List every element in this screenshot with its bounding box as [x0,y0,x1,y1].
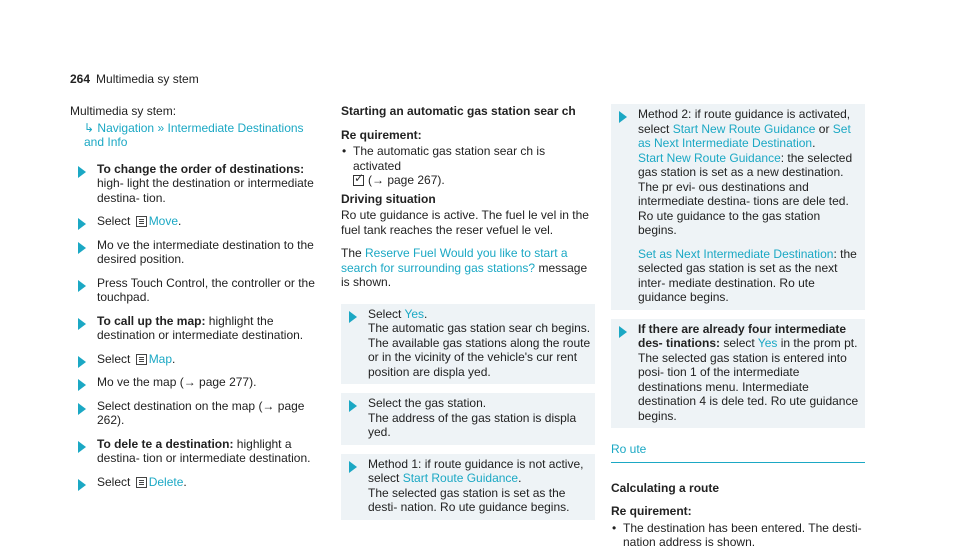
step-text: Method 2: if route guidance is activated, select [638,107,851,136]
step-select-on-map [70,399,322,428]
reserve-fuel-message: Reserve Fuel Would you like to start a search for surrounding gas stations? [341,246,568,275]
step-method-2 [611,104,865,310]
step-select-gas-station [341,393,595,445]
page-number: 264 [70,72,91,86]
step-select-map [70,352,322,367]
punctuation: . [812,136,816,150]
menu-path-intro: Multimedia sy stem: [70,104,177,118]
delete-link[interactable]: Delete [148,474,184,489]
menu-icon [136,216,147,227]
menu-icon [136,354,147,365]
driving-situation-text: Ro ute guidance is active. The fuel le vel in the fuel tank reaches the reser vefuel le vel. [341,208,589,237]
checkbox-icon [353,175,364,186]
step-text: Select [97,351,134,366]
yes-link[interactable]: Yes [757,336,778,350]
step-select-yes [341,304,595,385]
page-reference: (→ page 267). [368,173,445,187]
step-arrow-icon [78,242,86,254]
step-arrow-icon [78,379,86,391]
path-arrow-icon: ↳ [84,120,95,135]
step-arrow-icon [349,311,357,323]
step-text: highlight the destination or intermediate destination. [97,313,304,342]
driving-situation-label: Driving situation [341,191,436,206]
nav-link[interactable]: Navigation [97,120,155,135]
paragraph-text: The [341,246,366,260]
section-heading: Starting an automatic gas station sear ch [341,104,576,118]
punctuation: . [518,471,522,485]
step-text: high‐ light the destination or intermediate destina‐ tion. [97,176,314,205]
step-text: in the prom pt. [777,336,858,350]
step-arrow-icon [78,479,86,491]
requirement-label: Re quirement: [611,504,692,518]
step-text: Press Touch Control, the controller or the touchpad. [97,275,315,304]
paragraph-text: message is shown. [341,260,588,289]
step-text: select [720,336,758,350]
requirement-label: Re quirement: [341,127,422,142]
set-as-next-intermediate-option: Set as Next Intermediate Destination [638,246,834,261]
step-arrow-icon [619,326,627,338]
column-3 [611,104,865,554]
step-text: Select the gas station. [368,396,487,410]
double-chevron-icon: » [157,120,165,135]
requirement-text: The automatic gas station sear ch is activated [353,144,546,173]
step-text: or [815,121,833,136]
intermediate-destinations-link[interactable]: Intermediate Destinations and Info [84,120,304,149]
step-move-destination [70,238,322,267]
step-method-1 [341,454,595,520]
page-header [70,72,199,86]
step-arrow-icon [78,356,86,368]
step-text: Select [97,474,134,489]
step-heading: To call up the map: [97,313,206,328]
calculating-route-heading: Calculating a route [611,480,720,495]
step-arrow-icon [78,403,86,415]
step-result-text: The selected gas station is set as the desti‐ nation. Ro ute guidance begins. [368,485,570,514]
map-link[interactable]: Map [148,351,173,366]
step-text: Select [368,306,405,321]
punctuation: . [172,351,176,366]
requirement-item [341,144,595,188]
step-call-up-map [70,314,322,343]
requirement-item: • The destination has been entered. The desti‐ nation address is shown. [611,521,865,550]
menu-path [70,121,322,150]
step-heading: To dele te a destination: [97,436,234,451]
set-as-next-intermediate-link[interactable]: Set as Next Intermediate Destination [638,121,851,150]
move-link[interactable]: Move [148,214,179,228]
step-arrow-icon [619,111,627,123]
step-text: Mo ve the intermediate destination to the desired position. [97,237,314,266]
punctuation: . [183,474,187,489]
start-new-route-guidance-link[interactable]: Start New Route Guidance [672,121,816,136]
step-arrow-icon [78,318,86,330]
step-arrow-icon [78,166,86,178]
step-arrow-icon [78,218,86,230]
step-select-delete [70,475,322,490]
step-result-text: The automatic gas station sear ch begins. The available gas stations along the route or in the vicinity of the vehicle's cur rent position are displa yed. [368,321,591,379]
step-text: Mo ve the map (→ page 277). [97,375,257,389]
step-arrow-icon [78,280,86,292]
step-heading: If there are already four intermediate des‐ tinations: [638,321,847,350]
punctuation: . [424,306,428,321]
column-1 [70,104,322,498]
step-result-text: The selected gas station is entered into posi‐ tion 1 of the intermediate destinations menu. Intermediate destination 4 is dele ted. Ro ute guidance begins. [638,350,859,423]
step-select-move [70,214,322,229]
step-arrow-icon [349,461,357,473]
step-heading: To change the order of destinations: [97,161,305,176]
step-press-touch-control [70,276,322,305]
step-four-destinations [611,319,865,429]
step-text: Select destination on the map (→ page 262). [97,398,305,427]
step-arrow-icon [349,400,357,412]
step-text: highlight a destina‐ tion or intermediate destination. [97,436,311,465]
page-header-title: Multimedia sy stem [96,72,199,86]
step-arrow-icon [78,441,86,453]
menu-icon [136,477,147,488]
message-paragraph [341,246,595,290]
step-text: Method 1: if route guidance is not active, select [368,456,584,485]
start-new-route-guidance-option: Start New Route Guidance [638,150,781,165]
column-2 [341,104,595,529]
step-result-text: The address of the gas station is displa yed. [368,410,577,439]
step-move-map [70,375,322,390]
option-description: : the selected gas station is set as a new destination. The pr evi‐ ous destinations and intermediate destina‐ tions are dele ted. Ro ute guidance to the gas station begins. [638,150,853,237]
yes-link[interactable]: Yes [404,306,425,321]
step-delete-destination [70,437,322,466]
step-text: Select [97,214,134,228]
start-route-guidance-link[interactable]: Start Route Guidance [402,471,519,485]
section-title-route: Ro ute [611,442,865,463]
option-description: : the selected gas station is set as the next inter‐ mediate destination. Ro ute guidance begins. [638,246,857,304]
punctuation: . [178,214,182,228]
step-change-order [70,162,322,206]
